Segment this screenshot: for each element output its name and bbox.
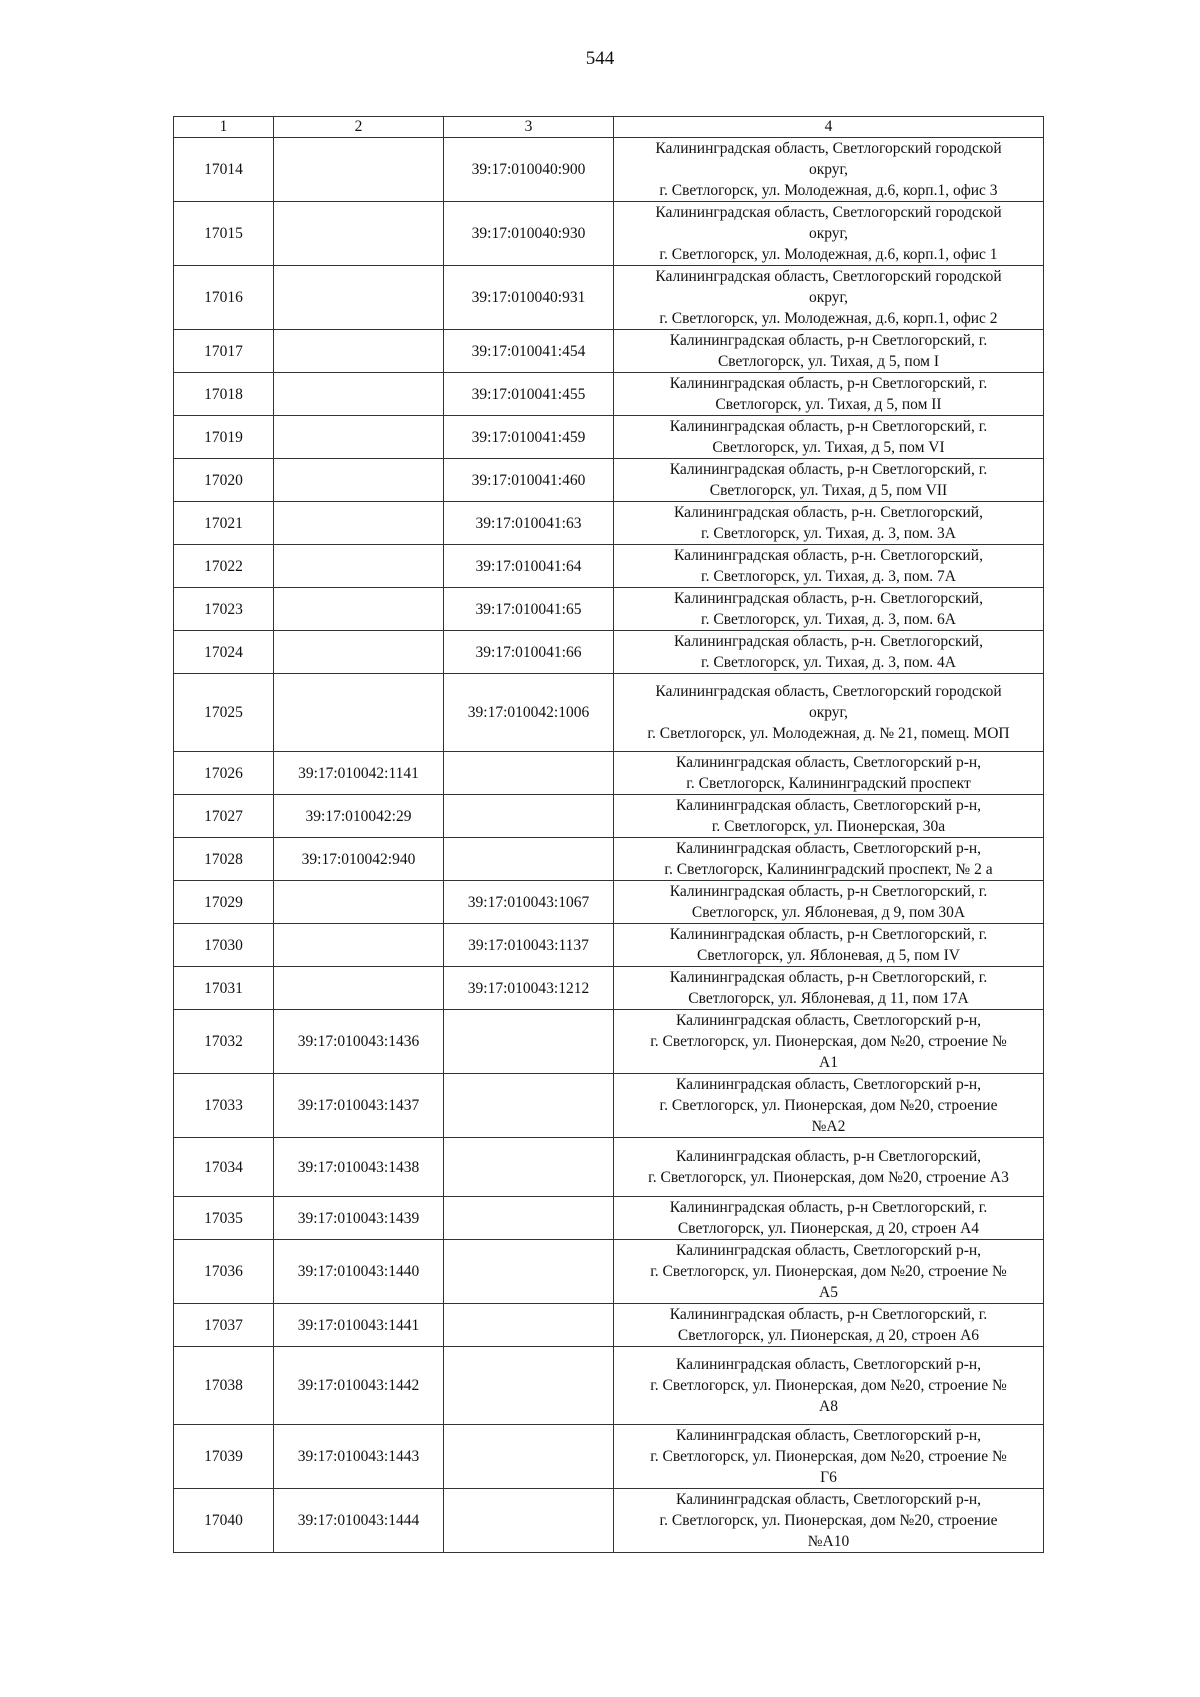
registry-table	[173, 116, 1044, 1553]
table-row	[174, 674, 1044, 752]
header-col-1: 1	[174, 117, 274, 138]
table-row	[174, 1489, 1044, 1553]
address: Калининградская область, р-н Светлогорский, г. Светлогорск, ул. Яблоневая, д 5, пом IV	[614, 924, 1044, 967]
premise-cadastral-number	[444, 1010, 614, 1074]
building-cadastral-number: 39:17:010043:1438	[274, 1138, 444, 1197]
address: Калининградская область, Светлогорский р-н, г. Светлогорск, ул. Пионерская, 30а	[614, 795, 1044, 838]
address: Калининградская область, р-н. Светлогорский, г. Светлогорск, ул. Тихая, д. 3, пом. 7А	[614, 545, 1044, 588]
row-number: 17019	[174, 416, 274, 459]
building-cadastral-number	[274, 967, 444, 1010]
table-row	[174, 416, 1044, 459]
table-row	[174, 1197, 1044, 1240]
row-number: 17033	[174, 1074, 274, 1138]
premise-cadastral-number	[444, 1240, 614, 1304]
address: Калининградская область, Светлогорский р-н, г. Светлогорск, Калининградский проспект	[614, 752, 1044, 795]
table-row	[174, 266, 1044, 330]
table-row	[174, 202, 1044, 266]
address: Калининградская область, р-н Светлогорский, г. Светлогорск, ул. Тихая, д 5, пом I	[614, 330, 1044, 373]
building-cadastral-number	[274, 330, 444, 373]
table-row	[174, 924, 1044, 967]
premise-cadastral-number: 39:17:010041:455	[444, 373, 614, 416]
address: Калининградская область, Светлогорский городской округ, г. Светлогорск, ул. Молодежная, д.6, корп.1, офис 2	[614, 266, 1044, 330]
building-cadastral-number	[274, 266, 444, 330]
header-row	[174, 117, 1044, 138]
building-cadastral-number: 39:17:010042:1141	[274, 752, 444, 795]
address: Калининградская область, р-н Светлогорский, г. Светлогорск, ул. Пионерская, д 20, строен А4	[614, 1197, 1044, 1240]
building-cadastral-number	[274, 416, 444, 459]
building-cadastral-number	[274, 459, 444, 502]
row-number: 17040	[174, 1489, 274, 1553]
premise-cadastral-number: 39:17:010041:63	[444, 502, 614, 545]
address: Калининградская область, Светлогорский городской округ, г. Светлогорск, ул. Молодежная, д.6, корп.1, офис 1	[614, 202, 1044, 266]
header-col-3: 3	[444, 117, 614, 138]
premise-cadastral-number: 39:17:010040:900	[444, 138, 614, 202]
address: Калининградская область, Светлогорский р-н, г. Светлогорск, ул. Пионерская, дом №20, строение № А8	[614, 1347, 1044, 1425]
building-cadastral-number: 39:17:010042:940	[274, 838, 444, 881]
building-cadastral-number: 39:17:010043:1439	[274, 1197, 444, 1240]
address: Калининградская область, Светлогорский городской округ, г. Светлогорск, ул. Молодежная, д.6, корп.1, офис 3	[614, 138, 1044, 202]
row-number: 17018	[174, 373, 274, 416]
address: Калининградская область, р-н Светлогорский, г. Светлогорск, ул. Яблоневая, д 11, пом 17А	[614, 967, 1044, 1010]
header-col-4: 4	[614, 117, 1044, 138]
table-row	[174, 1010, 1044, 1074]
row-number: 17027	[174, 795, 274, 838]
address: Калининградская область, Светлогорский р-н, г. Светлогорск, ул. Пионерская, дом №20, строение №А10	[614, 1489, 1044, 1553]
table-row	[174, 545, 1044, 588]
row-number: 17024	[174, 631, 274, 674]
premise-cadastral-number: 39:17:010043:1212	[444, 967, 614, 1010]
premise-cadastral-number	[444, 1197, 614, 1240]
row-number: 17017	[174, 330, 274, 373]
page-number: 544	[585, 48, 615, 69]
table-row	[174, 502, 1044, 545]
premise-cadastral-number: 39:17:010041:460	[444, 459, 614, 502]
table-row	[174, 330, 1044, 373]
address: Калининградская область, р-н. Светлогорский, г. Светлогорск, ул. Тихая, д. 3, пом. 4А	[614, 631, 1044, 674]
building-cadastral-number: 39:17:010043:1441	[274, 1304, 444, 1347]
address: Калининградская область, р-н. Светлогорский, г. Светлогорск, ул. Тихая, д. 3, пом. 3А	[614, 502, 1044, 545]
table-row	[174, 373, 1044, 416]
building-cadastral-number	[274, 588, 444, 631]
building-cadastral-number	[274, 545, 444, 588]
address: Калининградская область, р-н Светлогорский, г. Светлогорск, ул. Тихая, д 5, пом II	[614, 373, 1044, 416]
row-number: 17029	[174, 881, 274, 924]
table-row	[174, 588, 1044, 631]
premise-cadastral-number: 39:17:010041:64	[444, 545, 614, 588]
premise-cadastral-number: 39:17:010041:459	[444, 416, 614, 459]
address: Калининградская область, Светлогорский городской округ, г. Светлогорск, ул. Молодежная, д. № 21, помещ. МОП	[614, 674, 1044, 752]
row-number: 17037	[174, 1304, 274, 1347]
row-number: 17026	[174, 752, 274, 795]
building-cadastral-number: 39:17:010043:1443	[274, 1425, 444, 1489]
building-cadastral-number	[274, 631, 444, 674]
premise-cadastral-number	[444, 1304, 614, 1347]
building-cadastral-number	[274, 502, 444, 545]
address: Калининградская область, р-н. Светлогорский, г. Светлогорск, ул. Тихая, д. 3, пом. 6А	[614, 588, 1044, 631]
premise-cadastral-number: 39:17:010041:454	[444, 330, 614, 373]
table-row	[174, 967, 1044, 1010]
row-number: 17028	[174, 838, 274, 881]
table-row	[174, 881, 1044, 924]
table-row	[174, 1138, 1044, 1197]
premise-cadastral-number	[444, 752, 614, 795]
premise-cadastral-number	[444, 838, 614, 881]
address: Калининградская область, р-н Светлогорский, г. Светлогорск, ул. Пионерская, д 20, строен А6	[614, 1304, 1044, 1347]
address: Калининградская область, р-н Светлогорский, г. Светлогорск, ул. Яблоневая, д 9, пом 30А	[614, 881, 1044, 924]
premise-cadastral-number: 39:17:010042:1006	[444, 674, 614, 752]
table-row	[174, 752, 1044, 795]
address: Калининградская область, р-н Светлогорский, г. Светлогорск, ул. Тихая, д 5, пом VI	[614, 416, 1044, 459]
table-row	[174, 631, 1044, 674]
row-number: 17021	[174, 502, 274, 545]
building-cadastral-number	[274, 881, 444, 924]
building-cadastral-number	[274, 674, 444, 752]
row-number: 17015	[174, 202, 274, 266]
building-cadastral-number: 39:17:010043:1437	[274, 1074, 444, 1138]
row-number: 17022	[174, 545, 274, 588]
table-row	[174, 138, 1044, 202]
table-row	[174, 1347, 1044, 1425]
building-cadastral-number	[274, 924, 444, 967]
premise-cadastral-number: 39:17:010040:931	[444, 266, 614, 330]
row-number: 17014	[174, 138, 274, 202]
table-row	[174, 1240, 1044, 1304]
row-number: 17036	[174, 1240, 274, 1304]
row-number: 17023	[174, 588, 274, 631]
row-number: 17016	[174, 266, 274, 330]
address: Калининградская область, Светлогорский р-н, г. Светлогорск, ул. Пионерская, дом №20, строение №А2	[614, 1074, 1044, 1138]
address: Калининградская область, р-н Светлогорский, г. Светлогорск, ул. Пионерская, дом №20, строение А3	[614, 1138, 1044, 1197]
row-number: 17025	[174, 674, 274, 752]
premise-cadastral-number	[444, 1074, 614, 1138]
header-col-2: 2	[274, 117, 444, 138]
building-cadastral-number: 39:17:010043:1442	[274, 1347, 444, 1425]
address: Калининградская область, Светлогорский р-н, г. Светлогорск, Калининградский проспект, № 2 а	[614, 838, 1044, 881]
premise-cadastral-number	[444, 795, 614, 838]
premise-cadastral-number: 39:17:010041:65	[444, 588, 614, 631]
row-number: 17032	[174, 1010, 274, 1074]
building-cadastral-number	[274, 138, 444, 202]
address: Калининградская область, Светлогорский р-н, г. Светлогорск, ул. Пионерская, дом №20, строение № А1	[614, 1010, 1044, 1074]
address: Калининградская область, р-н Светлогорский, г. Светлогорск, ул. Тихая, д 5, пом VII	[614, 459, 1044, 502]
table-row	[174, 1074, 1044, 1138]
row-number: 17030	[174, 924, 274, 967]
premise-cadastral-number: 39:17:010040:930	[444, 202, 614, 266]
row-number: 17020	[174, 459, 274, 502]
row-number: 17031	[174, 967, 274, 1010]
premise-cadastral-number: 39:17:010041:66	[444, 631, 614, 674]
premise-cadastral-number	[444, 1138, 614, 1197]
table-row	[174, 1304, 1044, 1347]
building-cadastral-number: 39:17:010042:29	[274, 795, 444, 838]
address: Калининградская область, Светлогорский р-н, г. Светлогорск, ул. Пионерская, дом №20, строение № Г6	[614, 1425, 1044, 1489]
table-row	[174, 1425, 1044, 1489]
row-number: 17034	[174, 1138, 274, 1197]
premise-cadastral-number	[444, 1489, 614, 1553]
row-number: 17035	[174, 1197, 274, 1240]
building-cadastral-number	[274, 202, 444, 266]
table-row	[174, 838, 1044, 881]
address: Калининградская область, Светлогорский р-н, г. Светлогорск, ул. Пионерская, дом №20, строение № А5	[614, 1240, 1044, 1304]
premise-cadastral-number: 39:17:010043:1067	[444, 881, 614, 924]
premise-cadastral-number	[444, 1425, 614, 1489]
row-number: 17038	[174, 1347, 274, 1425]
building-cadastral-number: 39:17:010043:1436	[274, 1010, 444, 1074]
building-cadastral-number: 39:17:010043:1444	[274, 1489, 444, 1553]
premise-cadastral-number	[444, 1347, 614, 1425]
building-cadastral-number	[274, 373, 444, 416]
table-row	[174, 459, 1044, 502]
table-row	[174, 795, 1044, 838]
premise-cadastral-number: 39:17:010043:1137	[444, 924, 614, 967]
row-number: 17039	[174, 1425, 274, 1489]
table-body	[174, 138, 1044, 1553]
building-cadastral-number: 39:17:010043:1440	[274, 1240, 444, 1304]
